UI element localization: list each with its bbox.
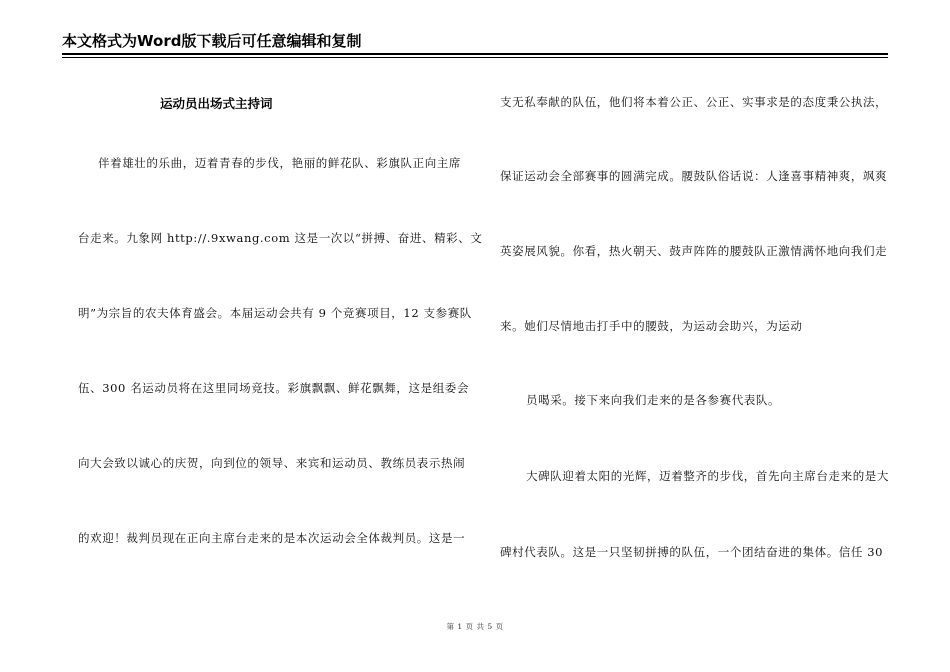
paragraph-line: 员喝采。接下来向我们走来的是各参赛代表队。: [526, 393, 781, 407]
paragraph-line: 明”为宗旨的农夫体育盛会。本届运动会共有 9 个竞赛项目，12 支参赛队: [78, 306, 472, 320]
page-number: 第 1 页 共 5 页: [446, 622, 504, 631]
paragraph-line: 英姿展风貌。你看，热火朝天、鼓声阵阵的腰鼓队正激情满怀地向我们走: [500, 244, 888, 258]
paragraph-line: 台走来。九象网 http://.9xwang.com 这是一次以“拼搏、奋进、精彩、文: [78, 231, 483, 245]
paragraph-line: 大碑队迎着太阳的光辉，迈着整齐的步伐，首先向主席台走来的是大: [526, 469, 889, 483]
paragraph-line: 伍、300 名运动员将在这里同场竞技。彩旗飘飘、鲜花飘舞，这是组委会: [78, 381, 470, 395]
document-title: 运动员出场式主持词: [160, 96, 273, 111]
paragraph-line: 向大会致以诚心的庆贺，向到位的领导、来宾和运动员、教练员表示热闹: [78, 456, 466, 470]
paragraph-line: 伴着雄壮的乐曲，迈着青春的步伐，艳丽的鲜花队、彩旗队正向主席: [98, 156, 461, 170]
paragraph-line: 保证运动会全部赛事的圆满完成。腰鼓队俗话说：人逢喜事精神爽，飒爽: [500, 169, 888, 183]
paragraph-line: 碑村代表队。这是一只坚韧拼搏的队伍，一个团结奋进的集体。信任 30: [500, 545, 884, 559]
paragraph-line: 的欢迎！裁判员现在正向主席台走来的是本次运动会全体裁判员。这是一: [78, 531, 466, 545]
paragraph-line: 支无私奉献的队伍，他们将本着公正、公正、实事求是的态度秉公执法，: [500, 95, 888, 109]
edit-notice-banner: 本文格式为Word版下载后可任意编辑和复制: [62, 32, 362, 50]
right-column: [500, 0, 888, 672]
paragraph-line: 来。她们尽情地击打手中的腰鼓，为运动会助兴，为运动: [500, 319, 803, 333]
